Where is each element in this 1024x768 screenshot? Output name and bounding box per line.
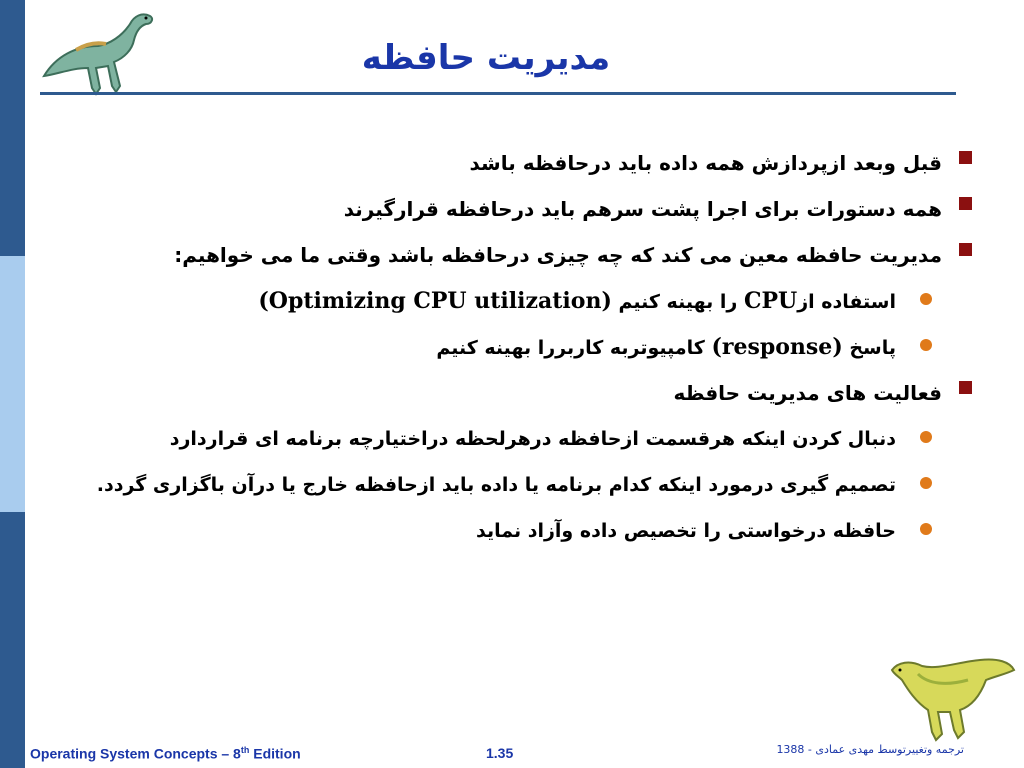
bullet-text-before: استفاده از bbox=[797, 291, 896, 313]
bullet-text-mid: را بهینه کنیم bbox=[611, 291, 744, 313]
bullet-text-before: پاسخ bbox=[842, 337, 896, 359]
left-sidebar-strip bbox=[0, 0, 25, 768]
bullet-text: همه دستورات برای اجرا پشت سرهم باید درحافظه قرارگیرند bbox=[343, 197, 942, 221]
sub-bullet-item bbox=[180, 508, 980, 554]
square-bullet-icon bbox=[959, 243, 972, 256]
round-bullet-icon bbox=[920, 339, 932, 351]
latin-term: (response) bbox=[711, 334, 843, 360]
bullet-text: فعالیت های مدیریت حافظه bbox=[673, 381, 942, 405]
bullet-item bbox=[180, 370, 980, 416]
round-bullet-icon bbox=[920, 431, 932, 443]
bullet-text-mid: کامپیوتربه کاربررا بهینه کنیم bbox=[436, 337, 712, 359]
bullet-item bbox=[180, 140, 980, 186]
bullet-text: تصمیم گیری درمورد اینکه کدام برنامه یا داده باید ازحافظه خارج یا درآن باگزاری گردد. bbox=[96, 474, 896, 496]
bullet-text: قبل وبعد ازپردازش همه داده باید درحافظه باشد bbox=[469, 151, 942, 175]
bullet-text: مدیریت حافظه معین می کند که چه چیزی درحافظه باشد وقتی ما می خواهیم: bbox=[174, 243, 942, 267]
bullet-item bbox=[180, 186, 980, 232]
bullet-list bbox=[96, 140, 980, 554]
bullet-text: دنبال کردن اینکه هرقسمت ازحافظه درهرلحظه دراختیارچه برنامه ای قراردارد bbox=[169, 428, 896, 450]
footer-book-title bbox=[30, 745, 301, 762]
footer-book-suffix: Edition bbox=[249, 745, 301, 762]
square-bullet-icon bbox=[959, 197, 972, 210]
round-bullet-icon bbox=[920, 293, 932, 305]
footer-book-prefix: Operating System Concepts – 8 bbox=[30, 745, 241, 762]
dinosaur-icon bbox=[888, 640, 1016, 742]
slide-title: مدیریت حافظه bbox=[361, 38, 611, 78]
sub-bullet-item bbox=[180, 278, 980, 324]
title-underline bbox=[40, 92, 956, 95]
sub-bullet-item bbox=[169, 416, 980, 462]
footer-book-sup: th bbox=[240, 745, 250, 755]
round-bullet-icon bbox=[920, 477, 932, 489]
sub-bullet-item bbox=[96, 462, 980, 508]
dinosaur-icon bbox=[36, 6, 158, 96]
left-sidebar-light-segment bbox=[0, 256, 25, 512]
square-bullet-icon bbox=[959, 381, 972, 394]
round-bullet-icon bbox=[920, 523, 932, 535]
bullet-item bbox=[174, 232, 980, 278]
footer-translator: ترجمه وتغییرتوسط مهدی عمادی - 1388 bbox=[776, 743, 964, 756]
latin-term: (Optimizing CPU utilization) bbox=[258, 288, 612, 314]
sub-bullet-item bbox=[180, 324, 980, 370]
footer-page-number: 1.35 bbox=[486, 745, 514, 761]
square-bullet-icon bbox=[959, 151, 972, 164]
bullet-text: حافظه درخواستی را تخصیص داده وآزاد نماید bbox=[475, 520, 896, 542]
latin-term: CPU bbox=[743, 288, 798, 314]
